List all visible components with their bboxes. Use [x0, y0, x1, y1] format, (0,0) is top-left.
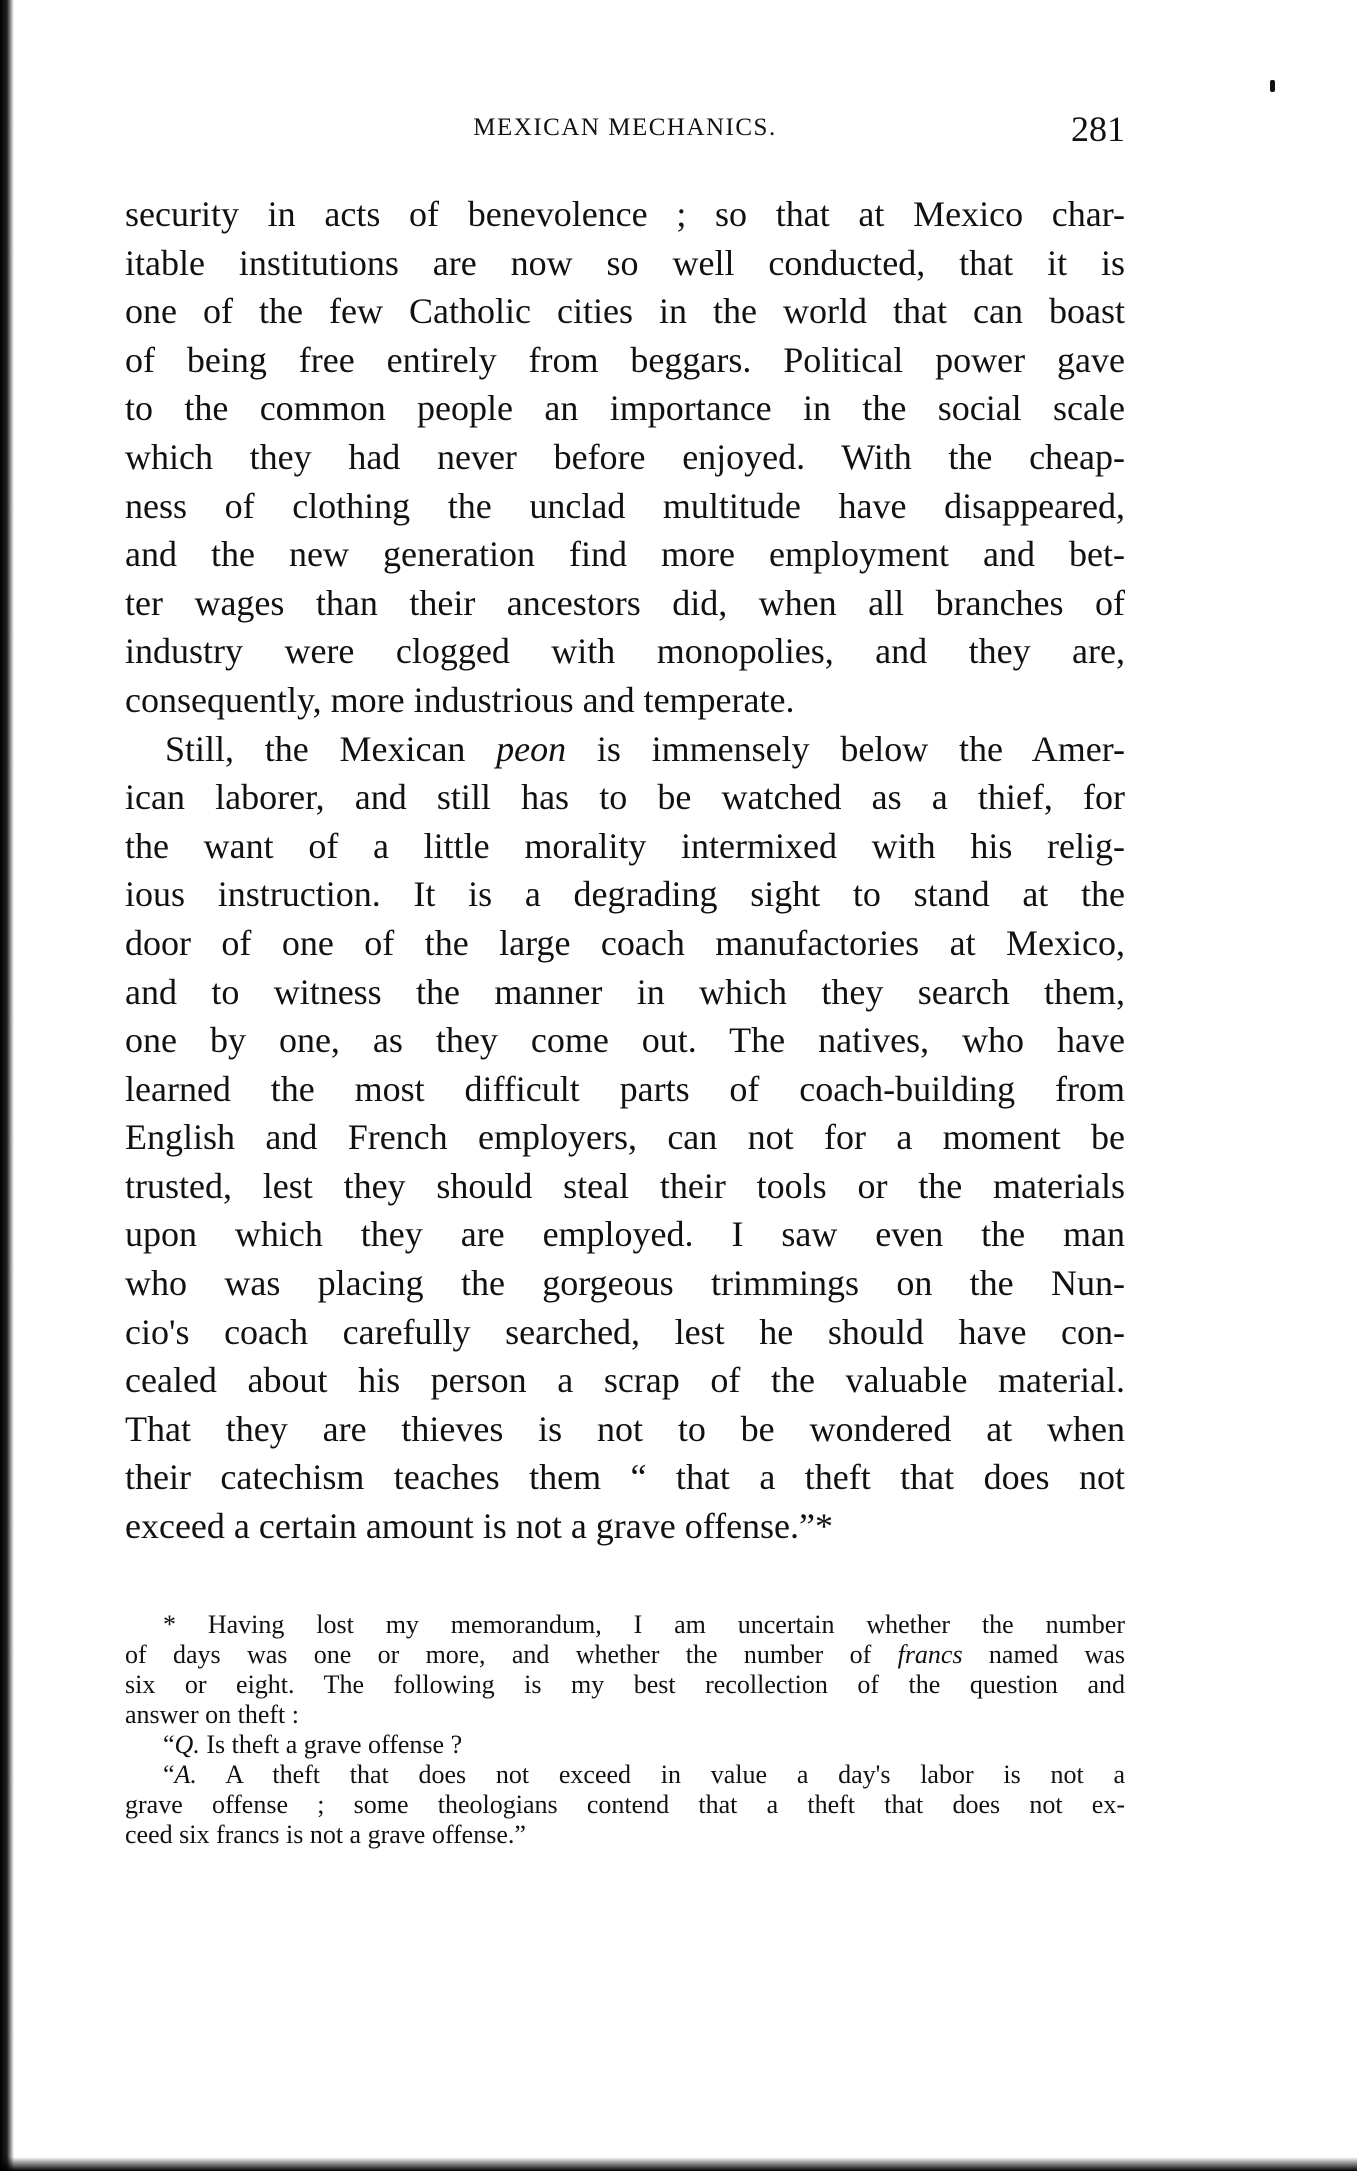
footnote-line: * Having lost my memorandum, I am uncertain whether the number [163, 1610, 1125, 1639]
footnote-line: grave offense ; some theologians contend that a theft that does not ex- [125, 1790, 1125, 1819]
text-line: their catechism teaches them “ that a theft that does not [125, 1457, 1125, 1498]
footnote-line: answer on theft : [125, 1700, 300, 1729]
text-line: of being free entirely from beggars. Political power gave [125, 339, 1125, 380]
text-line: ter wages than their ancestors did, when all branches of [125, 582, 1125, 623]
paragraph [125, 190, 1125, 725]
text-line: which they had never before enjoyed. With the cheap- [125, 436, 1125, 477]
text-line: door of one of the large coach manufactories at Mexico, [125, 922, 1125, 963]
running-head: MEXICAN MECHANICS. [473, 114, 777, 141]
text-line: and the new generation find more employment and bet- [125, 534, 1125, 575]
text-line: ican laborer, and still has to be watched as a thief, for [125, 777, 1125, 818]
text-line: exceed a certain amount is not a grave offense.”* [125, 1506, 834, 1547]
body-text [125, 190, 1125, 1551]
text-line: learned the most difficult parts of coach-building from [125, 1068, 1125, 1109]
page-binding-edge [0, 0, 14, 2171]
text-line: cealed about his person a scrap of the valuable material. [125, 1360, 1125, 1401]
text-line: who was placing the gorgeous trimmings on the Nun- [125, 1263, 1125, 1304]
text-line: the want of a little morality intermixed with his relig- [125, 825, 1125, 866]
text-line: cio's coach carefully searched, lest he should have con- [125, 1311, 1125, 1352]
footnote-line: “Q. Is theft a grave offense ? [163, 1730, 463, 1759]
text-line: Still, the Mexican peon is immensely below the Amer- [165, 728, 1125, 769]
page-header [125, 108, 1125, 148]
text-line: industry were clogged with monopolies, and they are, [125, 631, 1125, 672]
text-line: ious instruction. It is a degrading sight to stand at the [125, 874, 1125, 915]
text-line: English and French employers, can not for a moment be [125, 1117, 1125, 1158]
ink-speck [1270, 80, 1275, 92]
text-line: one of the few Catholic cities in the world that can boast [125, 291, 1125, 332]
page-number: 281 [1071, 109, 1125, 149]
text-line: trusted, lest they should steal their tools or the materials [125, 1165, 1125, 1206]
footnote [125, 1610, 1125, 1850]
text-line: and to witness the manner in which they search them, [125, 971, 1125, 1012]
text-line: itable institutions are now so well conducted, that it is [125, 242, 1125, 283]
footnote-line: “A. A theft that does not exceed in value a day's labor is not a [163, 1760, 1125, 1789]
text-line: consequently, more industrious and temperate. [125, 679, 795, 720]
footnote-line: ceed six francs is not a grave offense.” [125, 1820, 526, 1849]
paragraph [125, 725, 1125, 1551]
text-line: to the common people an importance in the social scale [125, 388, 1125, 429]
footnote-line: six or eight. The following is my best recollection of the question and [125, 1670, 1125, 1699]
text-line: security in acts of benevolence ; so that at Mexico char- [125, 194, 1125, 234]
footnote-line: of days was one or more, and whether the number of francs named was [125, 1640, 1125, 1669]
page-bottom-edge [0, 2157, 1357, 2171]
text-line: That they are thieves is not to be wondered at when [125, 1408, 1125, 1449]
text-line: ness of clothing the unclad multitude have disappeared, [125, 485, 1125, 526]
text-line: upon which they are employed. I saw even the man [125, 1214, 1125, 1255]
text-line: one by one, as they come out. The natives, who have [125, 1020, 1125, 1061]
